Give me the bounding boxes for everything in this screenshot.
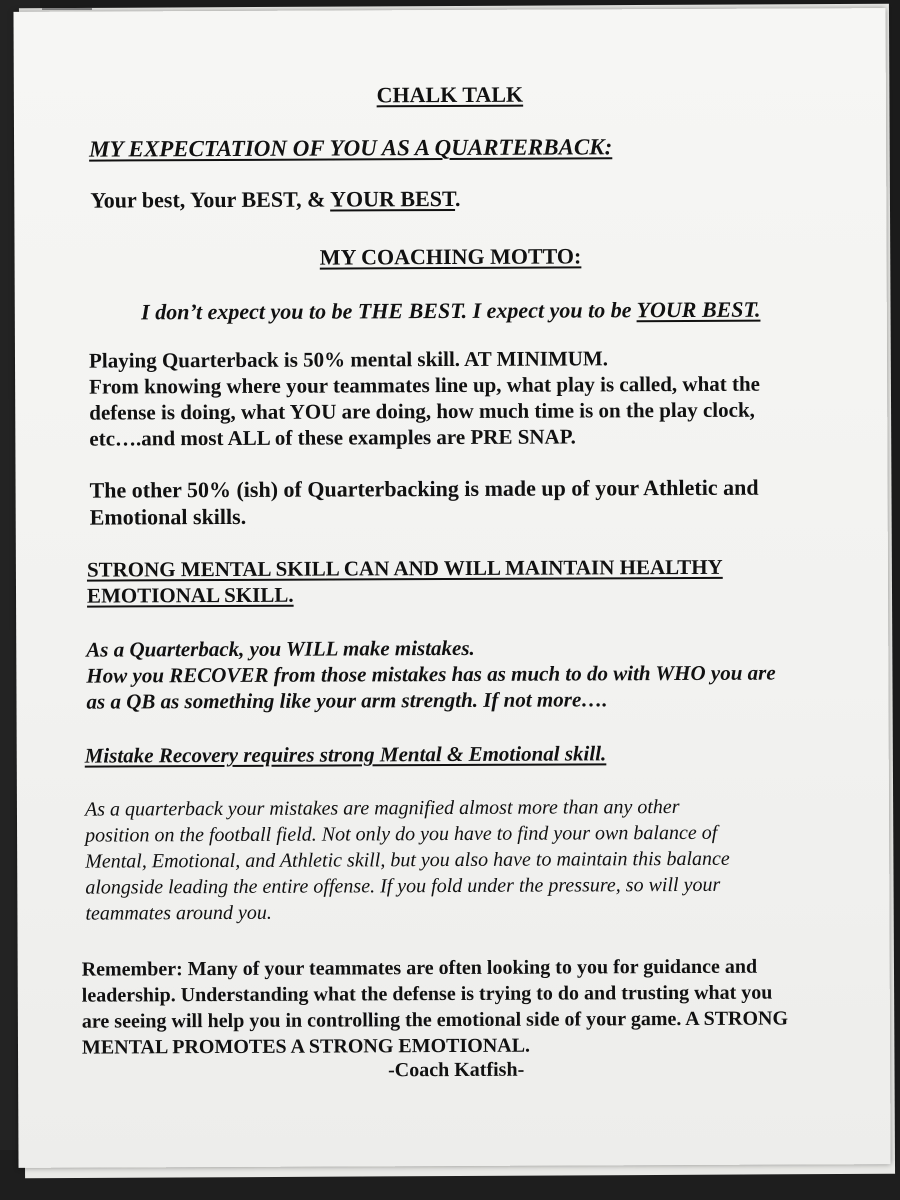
motto-text: I don’t expect you to be THE BEST. I expect you to be YOUR BEST. <box>141 296 761 325</box>
magnified-line-3: Mental, Emotional, and Athletic skill, but you also have to maintain this balance <box>85 847 730 873</box>
expectation-text: Your best, Your BEST, & YOUR BEST. <box>90 185 461 213</box>
other-line-2: Emotional skills. <box>89 503 247 530</box>
magnified-line-1: As a quarterback your mistakes are magnified almost more than any other <box>84 796 680 821</box>
signature: -Coach Katfish- <box>388 1058 525 1082</box>
document-title: CHALK TALK <box>376 81 524 108</box>
mental-line-2: From knowing where your teammates line up, what play is called, what the <box>89 371 761 399</box>
remember-line-1: Remember: Many of your teammates are often looking to you for guidance and <box>81 955 758 981</box>
mental-line-4: etc….and most ALL of these examples are PRE SNAP. <box>89 424 576 451</box>
mistakes-line-2: How you RECOVER from those mistakes has as much to do with WHO you are <box>86 660 776 688</box>
magnified-line-5: teammates around you. <box>85 901 272 925</box>
paper-edge-mark <box>42 2 92 10</box>
strong-heading-line-1: STRONG MENTAL SKILL CAN AND WILL MAINTAIN HEALTHY <box>86 554 723 582</box>
motto-heading: MY COACHING MOTTO: <box>319 243 582 270</box>
strong-heading-line-2: EMOTIONAL SKILL. <box>86 582 294 608</box>
mistakes-line-1: As a Quarterback, you WILL make mistakes. <box>86 635 475 662</box>
magnified-line-4: alongside leading the entire offense. If you fold under the pressure, so will your <box>85 873 721 899</box>
magnified-line-2: position on the football field. Not only do you have to find your own balance of <box>85 821 718 847</box>
document-page <box>13 8 890 1168</box>
mental-line-1: Playing Quarterback is 50% mental skill. AT MINIMUM. <box>88 346 609 373</box>
remember-line-4: MENTAL PROMOTES A STRONG EMOTIONAL. <box>81 1034 531 1059</box>
remember-line-3: are seeing will help you in controlling the emotional side of your game. A STRONG <box>81 1007 789 1033</box>
mental-line-3: defense is doing, what YOU are doing, how much time is on the play clock, <box>89 397 755 425</box>
mistakes-line-3: as a QB as something like your arm strength. If not more…. <box>86 687 608 714</box>
remember-line-2: leadership. Understanding what the defense is trying to do and trusting what you <box>81 981 773 1007</box>
expectation-heading: MY EXPECTATION OF YOU AS A QUARTERBACK: <box>89 134 613 162</box>
other-line-1: The other 50% (ish) of Quarterbacking is made up of your Athletic and <box>89 474 759 503</box>
recovery-heading: Mistake Recovery requires strong Mental & Emotional skill. <box>84 741 607 768</box>
